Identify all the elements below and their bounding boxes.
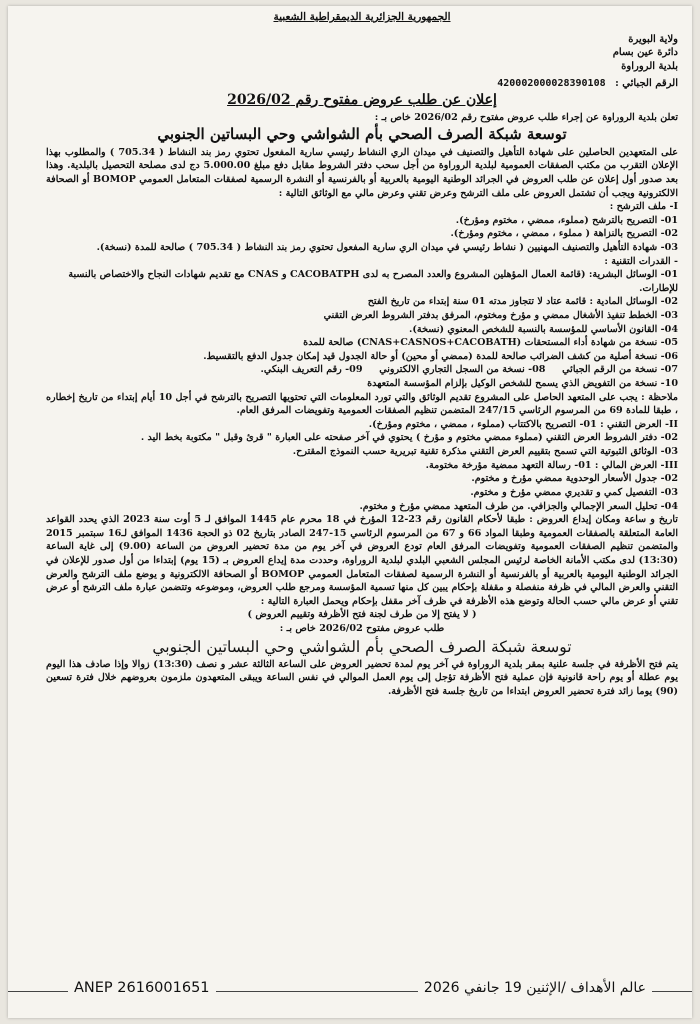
list-item: 09- رقم التعريف البنكي. — [260, 364, 363, 376]
list-item: 04- القانون الأساسي للمؤسسة بالنسبة للشخص المعنوي (نسخة). — [409, 323, 678, 335]
republic-header: الجمهورية الجزائرية الديمقراطية الشعبية — [273, 11, 451, 23]
tax-id-value: 420002000028390108 — [497, 78, 606, 90]
list-item: 05- نسخة من شهادة أداء المستحقات (CNAS+CASNOS+CACOBATH) صالحة للمدة — [303, 337, 678, 349]
issuer-block — [46, 33, 678, 91]
section-financial-offer: III- العرض المالي : 01- رسالة التعهد ممضية مؤرخة مختومة. — [425, 459, 678, 471]
list-item: 08- نسخة من السجل التجاري الالكتروني — [379, 364, 546, 376]
conditions-paragraph: على المتعهدين الحاصلين على شهادة التأهيل والتصنيف في ميدان الري النشاط رئيسي سارية المفعول تحتوي رمز بند النشاط ( 705.34 ) والمطلوب بهذا الإعلان التقرب من مكتب الصفقات العمومية لبلدية الروراوة من أجل سحب دفتر الشروط مقابل دفع مبلغ 5.000.00 دج لدى مصلحة التحصيل بالبلدية. وهذا بعد صدور أول إعلان عن طلب العروض في الجرائد الوطنية اليومية بالعربية أو بالفرنسية أو النشرة الرسمية لصفقات المتعامل العمومي BOMOP أو الصحافة الالكترونية ويجب أن تشتمل العروض على ملف الترشح وعرض تقني وعرض مالي مع الوثائق التالية : — [46, 146, 678, 199]
list-item: 02- الوسائل المادية : قائمة عتاد لا تتجاوز مدته 01 سنة إبتداء من تاريخ الفتح — [367, 296, 678, 308]
newspaper-page — [8, 6, 692, 1018]
deposit-paragraph: تاريخ و ساعة ومكان إيداع العروض : طبقا لأحكام القانون رقم 23-12 المؤرخ في 18 محرم عام 1445 الموافق لـ 5 أوت سنة 2023 الذي يحدد القواعد العامة المتعلقة بالصفقات العمومية وطبقا المواد 66 و 67 من المرسوم الرئاسي 15-247 الصادر بتاريخ 02 ذو الحجة 1436 الموافق لـ16 سبتمبر 2015 والمتضمن تنظيم الصفقات العمومية وتفويضات المرفق العام تودع العروض في آخر يوم من مدة تحضير العروض من الساعة (9.00) إلى غاية الساعة (13:30) لدى مكتب الأمانة الخاصة لرئيس المجلس الشعبي البلدي لبلدية الروراوة، وحددت مدة إيداع العروض بـ (15 يوم) إبتداءا من أول صدور للإعلان في الجرائد الوطنية اليومية بالعربية أو بالفرنسية أو النشرة الرسمية لصفقات المتعامل العمومي BOMOP أو الصحافة الالكترونية و يوضع ملف الترشح والعرض التقني والعرض المالي في ظرفة منفصلة و مقفلة بإحكام يبين كل منها تسمية المؤسسة ومرجع طلب العروض، وموضوعه وتتضمن عبارة ملف الترشح أو عرض تقني أو عرض مالي حسب الحالة وتوضع هذه الأظرفة في ظرف آخر مقفل بإحكام ويحمل العبارة التالية : — [46, 514, 678, 607]
opening-paragraph: يتم فتح الأظرفة في جلسة علنية بمقر بلدية الروراوة في آخر يوم لمدة تحضير العروض على الساعة الثالثة عشر و نصف (13:30) زوالا وإذا صادف هذا اليوم يوم عطلة أو يوم راحة قانونية فإن عملية فتح الأظرفة تؤجل إلى يوم العمل الموالي في نفس الساعة ويبقى المتعهدون ملزمون بعروضهم خلال فترة تسعين (90) يوما زائد فترة تحضير العروض ابتداءا من تاريخ جلسة فتح الأظرفة. — [46, 658, 678, 697]
tax-id — [46, 77, 678, 91]
tax-id-label: الرقم الجبائي : — [615, 78, 678, 90]
list-item: 06- نسخة أصلية من كشف الضرائب صالحة للمدة (ممضي أو محين) أو حالة الجدول قيد إمكان جدول الدفع بالتقسيط. — [203, 350, 678, 362]
envelope-subtitle: طلب عروض مفتوح 2026/02 خاص بـ : — [279, 623, 445, 635]
list-item: 02- التصريح بالنزاهة ( مملوء ، ممضي ، مختوم ومؤرخ). — [450, 228, 678, 240]
issuer-line: ولاية البويرة — [628, 33, 678, 45]
list-item: 07- نسخة من الرقم الجبائي — [562, 364, 678, 376]
section-candidature: I- ملف الترشح : — [609, 201, 678, 213]
list-item: 02- دفتر الشروط العرض التقني (مملوء ممضي مختوم و مؤرخ ) يحتوي في آخر صفحته على العبارة " قرئ وقبل " مكتوبة بخط اليد . — [140, 432, 678, 444]
note-paragraph: ملاحظة : يجب على المتعهد الحاصل على المشروع تقديم الوثائق والتي تورد المعلومات التي تحتويها التصريح بالترشح في أجل 10 أيام إبتداء من تاريخ إخطاره ، طبقا للمادة 69 من المرسوم الرئاسي 247/15 المتضمن تنظيم الصفقات العمومية وتفويضات المرفق العام. — [46, 391, 678, 417]
publication-date: عالم الأهداف /الإثنين 19 جانفي 2026 — [418, 980, 652, 996]
subsection-capacities: - القدرات التقنية : — [604, 255, 678, 267]
envelope-notice: ( لا يفتح إلا من طرف لجنة فتح الأظرفة وتقييم العروض ) — [247, 609, 477, 621]
anep-reference: ANEP 2616001651 — [68, 980, 216, 996]
list-item: 03- شهادة التأهيل والتصنيف المهنيين ( نشاط رئيسي في ميدان الري سارية المفعول تحتوي رمز بند النشاط ( 705.34 ) صالحة للمدة (نسخة). — [96, 241, 678, 253]
list-item: 10- نسخة من التفويض الذي يسمح للشخص الوكيل بإلزام المؤسسة المتعهدة — [367, 378, 678, 390]
notice-title: إعلان عن طلب عروض مفتوح رقم 2026/02 — [227, 91, 497, 108]
tender-notice — [46, 10, 678, 976]
project-title-repeat: توسعة شبكة الصرف الصحي بأم الشواشي وحي البساتين الجنوبي — [152, 637, 572, 656]
section-technical-offer: II- العرض التقني : 01- التصريح بالاكتتاب (مملوء ، ممضي ، مختوم ومؤرخ). — [368, 418, 678, 430]
issuer-line: دائرة عين بسام — [612, 47, 678, 59]
list-item: 03- الوثائق الثبوتية التي تسمح بتقييم العرض التقني مذكرة تقنية تبريرية حسب النموذج المقترح. — [292, 446, 678, 458]
issuer-line: بلدية الروراوة — [621, 60, 678, 72]
list-item: 01- الوسائل البشرية: (قائمة العمال المؤهلين المشروع والعدد المصرح به لدى CACOBATPH و CNAS مع تقديم شهادات النجاح والاختصاص بالنسبة للإطارات. — [68, 269, 678, 294]
list-item: 04- تحليل السعر الإجمالي والجزافي. من طرف المتعهد ممضي مؤرخ و مختوم. — [359, 500, 678, 512]
intro-text: تعلن بلدية الروراوة عن إجراء طلب عروض مفتوح رقم 2026/02 خاص بـ : — [374, 111, 678, 123]
list-item: 03- التفصيل كمي و تقديري ممضي مؤرخ و مختوم. — [470, 486, 678, 498]
list-item: 01- التصريح بالترشح (مملوء، ممضي ، مختوم ومؤرخ). — [455, 214, 678, 226]
list-item: 03- الخطط تنفيذ الأشغال ممضي و مؤرخ ومختوم، المرفق بدفتر الشروط العرض التقني — [323, 310, 678, 321]
project-title: توسعة شبكة الصرف الصحي بأم الشواشي وحي البساتين الجنوبي — [157, 125, 567, 144]
list-item-row — [46, 363, 678, 377]
list-item: 02- جدول الأسعار الوحدوية ممضي مؤرخ و مختوم. — [471, 473, 678, 485]
